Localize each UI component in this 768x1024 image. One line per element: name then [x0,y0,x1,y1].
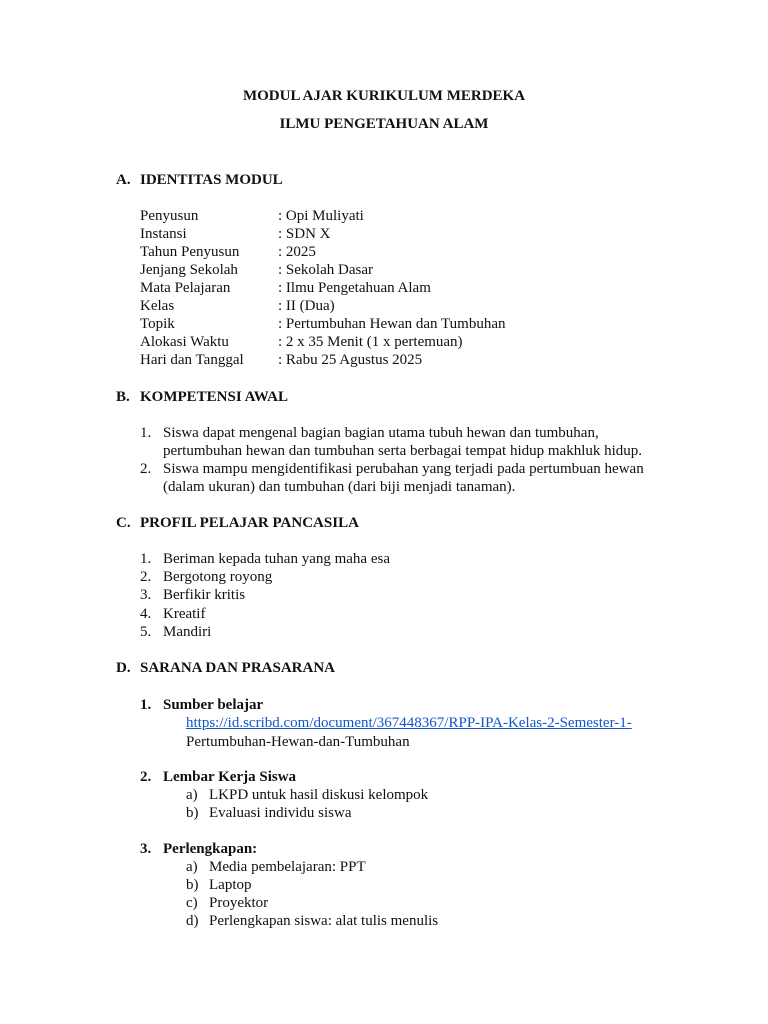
field-value: : SDN X [278,226,331,242]
list-item-text: Siswa mampu mengidentifikasi perubahan yang terjadi pada pertumbuan hewan [163,461,644,477]
field-label: Kelas [140,298,175,314]
list-item-text: Mandiri [163,624,212,640]
section-b-letter: B. [116,389,130,405]
list-item-number: 5. [140,624,152,640]
list-item-text: pertumbuhan hewan dan tumbuhan serta berbagai tempat hidup makhluk hidup. [163,443,643,459]
list-item-number: 3. [140,587,152,603]
list-item-text: LKPD untuk hasil diskusi kelompok [209,787,429,803]
list-item-text: (dalam ukuran) dan tumbuhan (dari biji menjadi tanaman). [163,479,516,495]
field-label: Jenjang Sekolah [140,262,238,278]
list-item-text: Perlengkapan siswa: alat tulis menulis [209,913,439,929]
list-item-number: 2. [140,461,152,477]
subsection-number: 2. [140,769,152,785]
list-item-letter: a) [186,787,198,803]
list-item-text: Media pembelajaran: PPT [209,859,366,875]
field-label: Penyusun [140,208,199,224]
field-value: : 2 x 35 Menit (1 x pertemuan) [278,334,463,350]
subsection-heading: Lembar Kerja Siswa [163,769,297,785]
field-label: Tahun Penyusun [140,244,240,260]
list-item-text: Laptop [209,877,252,893]
list-item-letter: b) [186,877,199,893]
list-item-number: 1. [140,551,152,567]
list-item-number: 2. [140,569,152,585]
field-label: Mata Pelajaran [140,280,231,296]
subsection-number: 1. [140,697,152,713]
field-value: : II (Dua) [278,298,335,314]
section-a-heading: IDENTITAS MODUL [140,172,283,188]
field-label: Instansi [140,226,187,242]
list-item-number: 1. [140,425,152,441]
field-value: : Opi Muliyati [278,208,364,224]
list-item-number: 4. [140,606,152,622]
document-title: MODUL AJAR KURIKULUM MERDEKA [242,88,526,104]
subsection-number: 3. [140,841,152,857]
field-value: : Pertumbuhan Hewan dan Tumbuhan [278,316,506,332]
list-item-text: Proyektor [209,895,269,911]
subsection-heading: Sumber belajar [163,697,264,713]
list-item-text: Bergotong royong [163,569,273,585]
field-value: : Ilmu Pengetahuan Alam [278,280,431,296]
list-item-text: Evaluasi individu siswa [209,805,352,821]
field-label: Hari dan Tanggal [140,352,244,368]
section-a-letter: A. [116,172,131,188]
list-item-letter: a) [186,859,198,875]
field-label: Topik [140,316,175,332]
section-c-letter: C. [116,515,131,531]
section-d-heading: SARANA DAN PRASARANA [140,660,336,676]
document-subtitle: ILMU PENGETAHUAN ALAM [279,116,489,132]
field-value: : Sekolah Dasar [278,262,373,278]
list-item-letter: b) [186,805,199,821]
source-link[interactable]: https://id.scribd.com/document/367448367/RPP-IPA-Kelas-2-Semester-1- [186,715,632,731]
list-item-text: Kreatif [163,606,206,622]
list-item-text: Siswa dapat mengenal bagian bagian utama tubuh hewan dan tumbuhan, [163,425,599,441]
list-item-text: Beriman kepada tuhan yang maha esa [163,551,390,567]
list-item-letter: d) [186,913,199,929]
subsection-heading: Perlengkapan: [163,841,258,857]
section-b-heading: KOMPETENSI AWAL [140,389,288,405]
field-label: Alokasi Waktu [140,334,229,350]
section-d-letter: D. [116,660,131,676]
field-value: : Rabu 25 Agustus 2025 [278,352,423,368]
list-item-text: Berfikir kritis [163,587,246,603]
section-c-heading: PROFIL PELAJAR PANCASILA [140,515,359,531]
list-item-letter: c) [186,895,198,911]
field-value: : 2025 [278,244,316,260]
source-link-continuation: Pertumbuhan-Hewan-dan-Tumbuhan [186,734,410,750]
